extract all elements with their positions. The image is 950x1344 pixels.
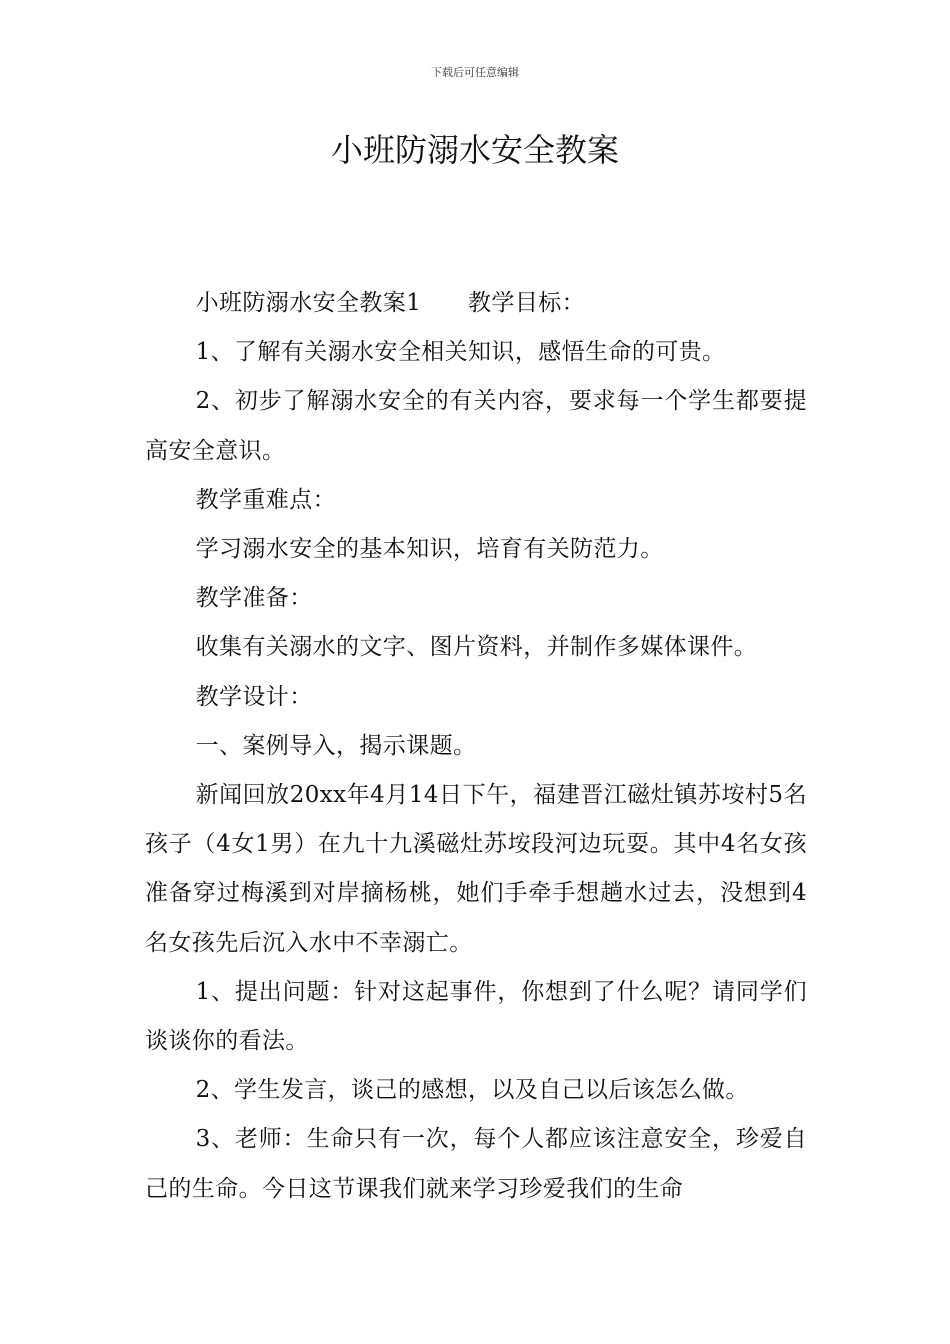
paragraph: 一、案例导入，揭示课题。 (195, 732, 477, 759)
paragraph: 3、老师：生命只有一次，每个人都应该注意安全，珍爱自己的生命。今日这节课我们就来学习珍爱我们的生命 (145, 1126, 807, 1202)
paragraph: 1、提出问题：针对这起事件，你想到了什么呢？请同学们谈谈你的看法。 (145, 978, 807, 1055)
paragraph: 1、了解有关溺水安全相关知识，感悟生命的可贵。 (195, 339, 726, 366)
paragraph: 教学准备： (195, 585, 313, 612)
paragraph: 收集有关溺水的文字、图片资料，并制作多媒体课件。 (195, 634, 758, 661)
header-note: 下载后可任意编辑 (431, 66, 519, 79)
paragraph: 学习溺水安全的基本知识，培育有关防范力。 (195, 536, 664, 563)
paragraph: 新闻回放20xx年4月14日下午，福建晋江磁灶镇苏垵村5名孩子（4女1男）在九十九溪磁灶苏垵段河边玩耍。其中4名女孩准备穿过梅溪到对岸摘杨桃，她们手牵手想趟水过去，没想到4名女孩先后沉入水中不幸溺亡。 (145, 782, 807, 956)
document-body (145, 279, 807, 1214)
paragraph: 2、初步了解溺水安全的有关内容，要求每一个学生都要提高安全意识。 (145, 388, 807, 464)
document-title: 小班防溺水安全教案 (330, 131, 619, 169)
paragraph: 2、学生发言，谈己的感想，以及自己以后该怎么做。 (195, 1077, 749, 1104)
paragraph: 教学重难点： (195, 486, 336, 513)
paragraph: 教学设计： (195, 683, 313, 710)
paragraph: 小班防溺水安全教案1 教学目标： (195, 290, 586, 316)
